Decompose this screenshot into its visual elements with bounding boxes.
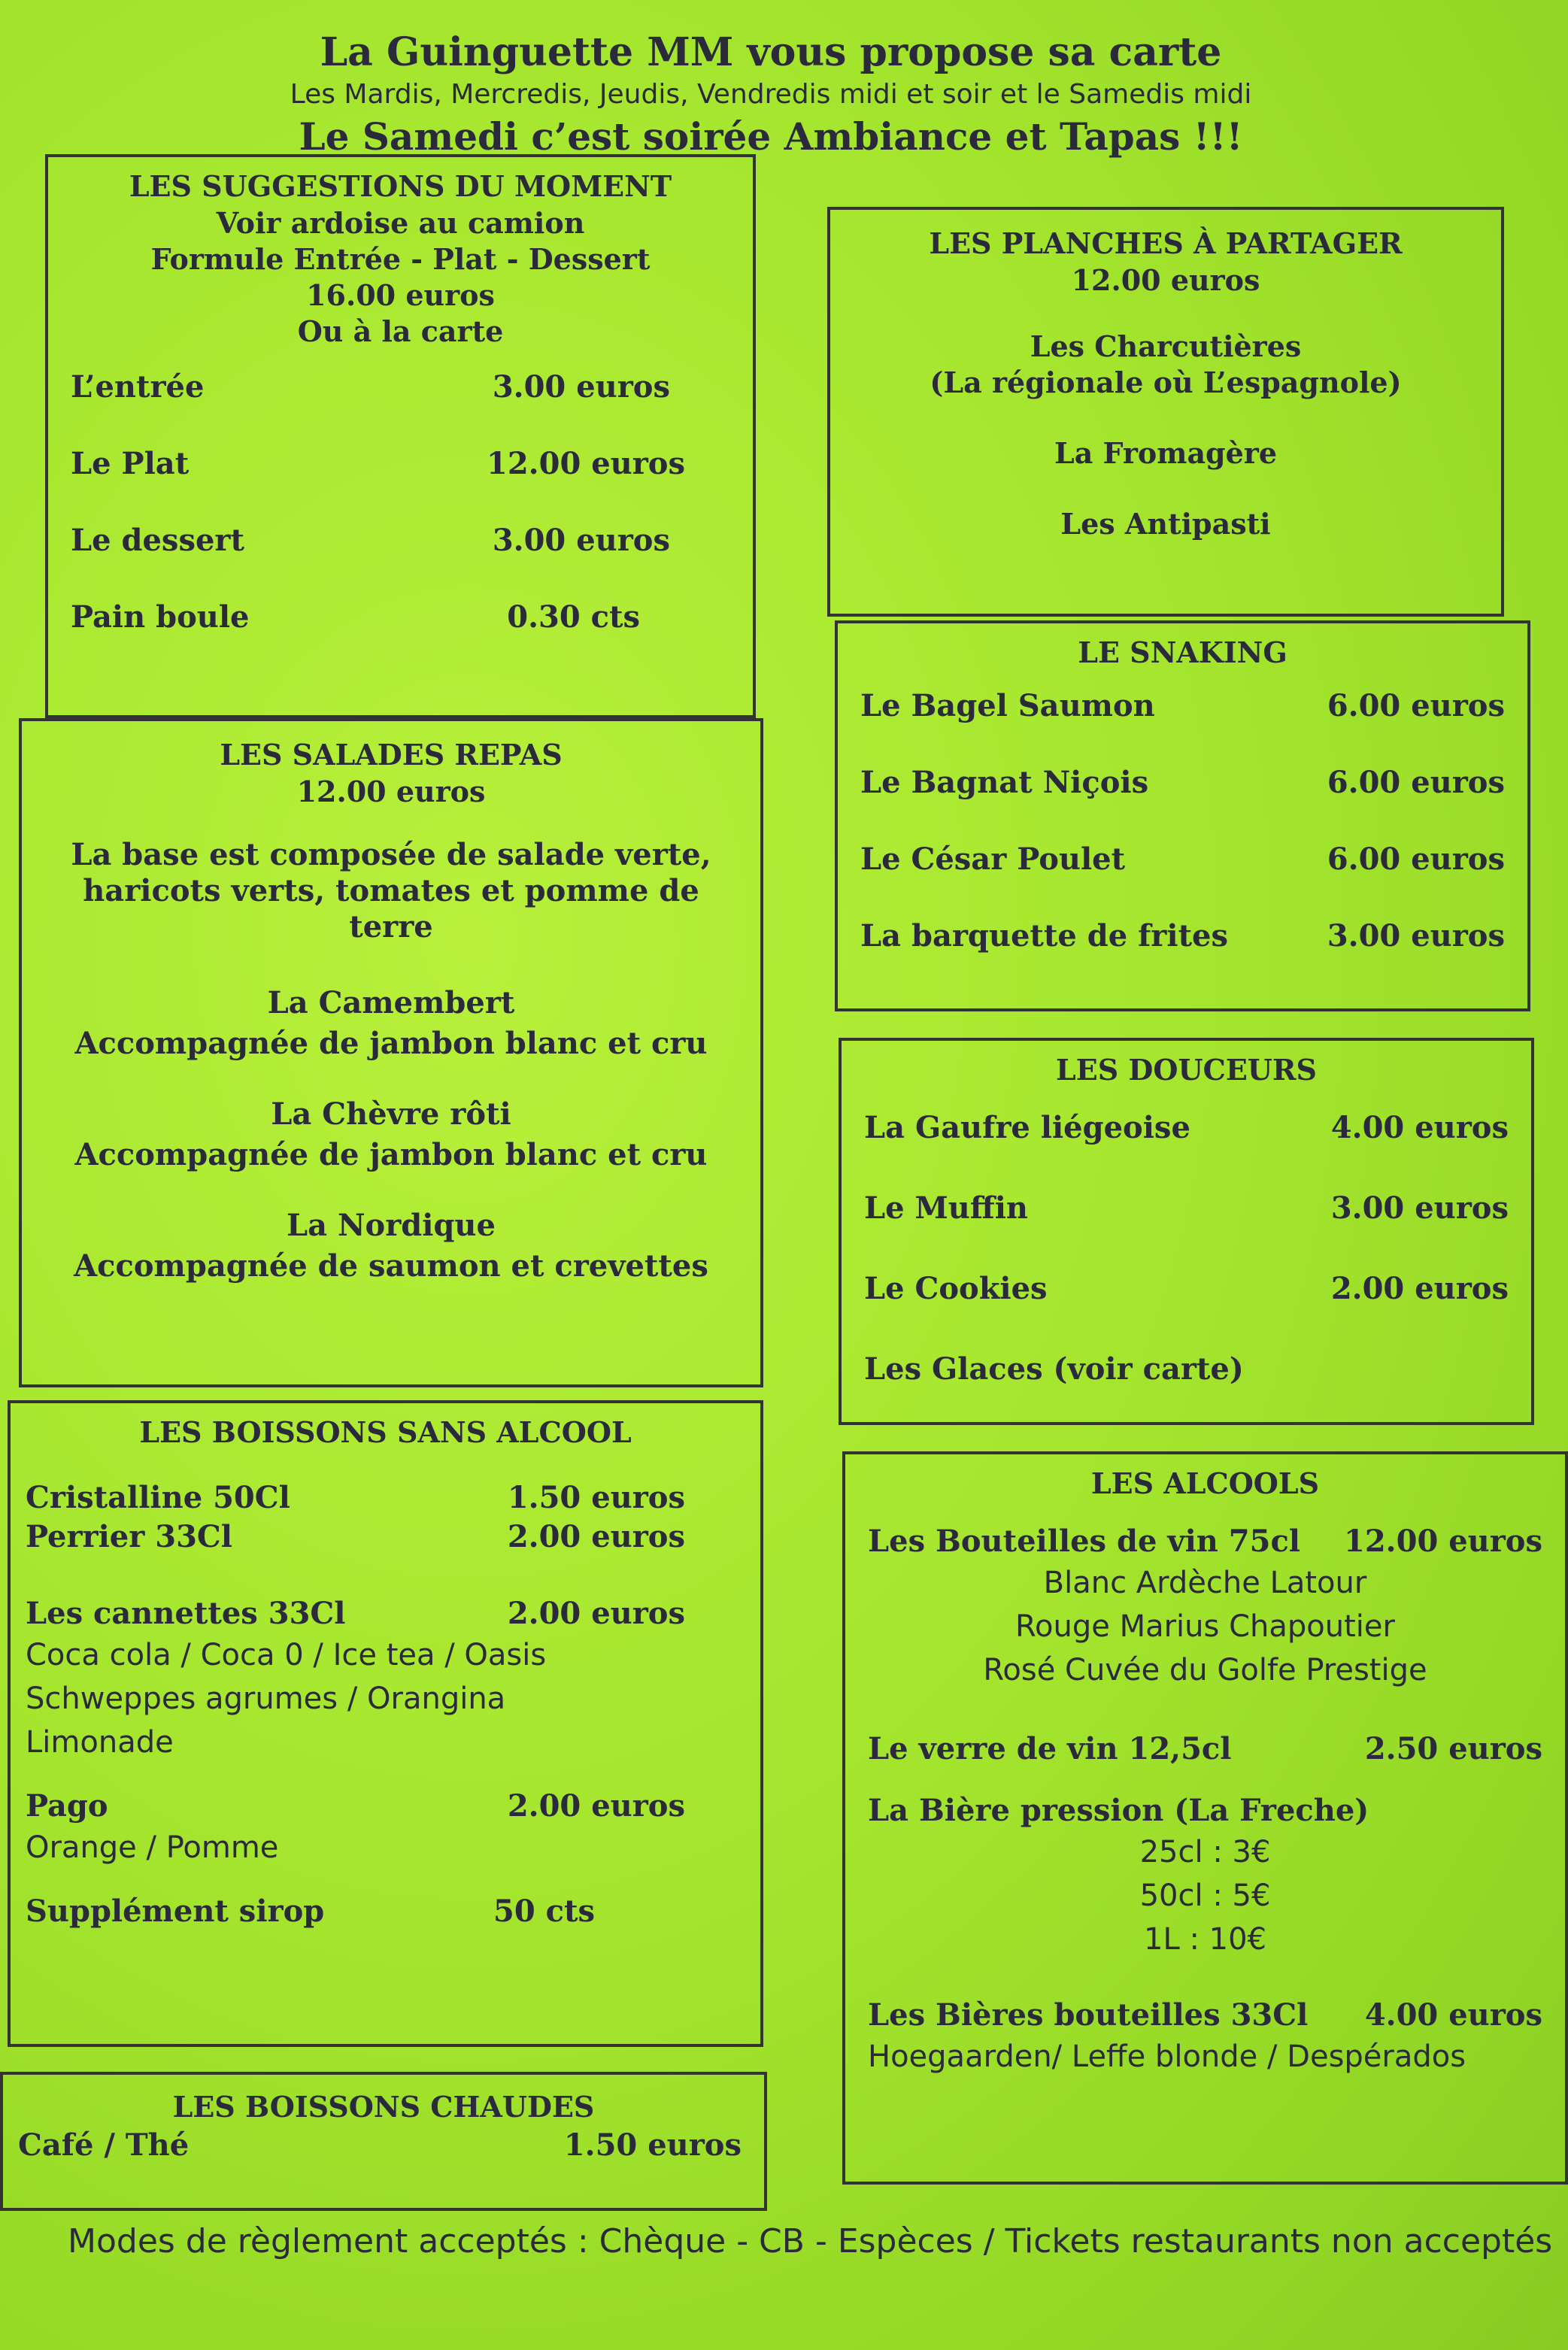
salade-desc: Accompagnée de jambon blanc et cru bbox=[74, 1137, 708, 1172]
payment-footer: Modes de règlement acceptés : Chèque - CB - Espèces / Tickets restaurants non acceptés bbox=[68, 2222, 1553, 2261]
douceurs-box bbox=[839, 1038, 1534, 1425]
salade-item bbox=[44, 1094, 738, 1175]
vin-list: Blanc Ardèche Latour bbox=[1043, 1566, 1367, 1600]
menu-item-row bbox=[860, 917, 1505, 956]
item-price: 4.00 euros bbox=[1330, 1110, 1509, 1145]
menu-item-row bbox=[860, 763, 1505, 802]
item-name: L’entrée bbox=[71, 369, 205, 405]
item-name: Pain boule bbox=[71, 599, 250, 635]
snaking-box bbox=[835, 620, 1530, 1011]
item-name: Les cannettes 33Cl bbox=[26, 1596, 346, 1631]
menu-item-row bbox=[71, 368, 730, 407]
suggestions-line: Formule Entrée - Plat - Dessert bbox=[150, 242, 651, 276]
item-price: 12.00 euros bbox=[1344, 1524, 1542, 1559]
salade-name: La Nordique bbox=[287, 1208, 496, 1243]
menu-item-row bbox=[864, 1350, 1509, 1389]
menu-item-row bbox=[26, 1787, 745, 1826]
item-price: 2.00 euros bbox=[1330, 1271, 1509, 1306]
suggestions-line: Ou à la carte bbox=[297, 314, 504, 348]
salades-base-line: La base est composée de salade verte, bbox=[71, 837, 711, 872]
item-name: Le César Poulet bbox=[860, 841, 1126, 877]
vin-list: Rosé Cuvée du Golfe Prestige bbox=[983, 1653, 1427, 1687]
pression-list: 1L : 10€ bbox=[1144, 1922, 1266, 1957]
menu-item-row bbox=[868, 1522, 1542, 1561]
item-name: Café / Thé bbox=[18, 2127, 190, 2163]
menu-item-row bbox=[864, 1269, 1509, 1308]
item-price: 6.00 euros bbox=[1327, 841, 1505, 877]
salades-base-line: terre bbox=[349, 909, 433, 945]
salade-item bbox=[44, 1205, 738, 1287]
menu-item-row bbox=[26, 1478, 745, 1518]
item-name: Le Bagel Saumon bbox=[860, 688, 1155, 723]
planches-price: 12.00 euros bbox=[1071, 263, 1260, 297]
cannettes-list: Schweppes agrumes / Orangina bbox=[26, 1681, 506, 1716]
pago-list: Orange / Pomme bbox=[26, 1830, 279, 1865]
menu-item-row bbox=[864, 1189, 1509, 1228]
item-name: Le dessert bbox=[71, 523, 244, 558]
item-price: 12.00 euros bbox=[487, 446, 685, 481]
suggestions-box bbox=[45, 154, 756, 718]
menu-item-row bbox=[71, 521, 730, 560]
salades-box bbox=[19, 718, 763, 1387]
item-price: 2.00 euros bbox=[507, 1596, 685, 1631]
item-name: Le Bagnat Niçois bbox=[860, 765, 1149, 800]
item-name: Les Bières bouteilles 33Cl bbox=[868, 1997, 1309, 2033]
item-name: Perrier 33Cl bbox=[26, 1519, 232, 1554]
menu-item-row bbox=[860, 840, 1505, 879]
salade-desc: Accompagnée de jambon blanc et cru bbox=[74, 1026, 708, 1061]
item-price: 0.30 cts bbox=[507, 599, 640, 635]
menu-item-row bbox=[860, 687, 1505, 726]
alcools-box bbox=[842, 1451, 1568, 2185]
item-price: 2.00 euros bbox=[507, 1519, 685, 1554]
pression-list: 50cl : 5€ bbox=[1139, 1878, 1271, 1913]
item-price: 2.00 euros bbox=[507, 1788, 685, 1824]
menu-item-row bbox=[26, 1594, 745, 1633]
cannettes-list: Limonade bbox=[26, 1725, 174, 1760]
item-name: Le Cookies bbox=[864, 1271, 1048, 1306]
chaudes-box bbox=[0, 2072, 767, 2211]
salade-name: La Camembert bbox=[267, 985, 515, 1020]
suggestions-line: 16.00 euros bbox=[306, 278, 495, 312]
planches-item: Les Antipasti bbox=[1060, 507, 1271, 541]
alcools-title: LES ALCOOLS bbox=[1090, 1466, 1320, 1500]
item-name: La Gaufre liégeoise bbox=[864, 1110, 1190, 1145]
menu-header bbox=[226, 29, 1316, 161]
chaudes-title: LES BOISSONS CHAUDES bbox=[172, 2090, 595, 2124]
item-price: 3.00 euros bbox=[1327, 918, 1505, 954]
pression-list: 25cl : 3€ bbox=[1139, 1835, 1271, 1869]
item-price: 2.50 euros bbox=[1364, 1731, 1542, 1766]
item-price: 3.00 euros bbox=[492, 369, 670, 405]
item-name: Le Plat bbox=[71, 446, 190, 481]
salade-desc: Accompagnée de saumon et crevettes bbox=[74, 1248, 708, 1284]
planches-item: Les Charcutières bbox=[1030, 329, 1302, 363]
bouteilles-list: Hoegaarden/ Leffe blonde / Despérados bbox=[868, 2039, 1466, 2074]
salades-title: LES SALADES REPAS bbox=[220, 738, 563, 772]
salades-base-line: haricots verts, tomates et pomme de bbox=[83, 873, 699, 908]
menu-title: La Guinguette MM vous propose sa carte bbox=[320, 29, 1222, 75]
planches-title: LES PLANCHES À PARTAGER bbox=[929, 226, 1403, 260]
item-name: Les Glaces (voir carte) bbox=[864, 1351, 1244, 1387]
item-price: 4.00 euros bbox=[1364, 1997, 1542, 2033]
menu-item-row bbox=[71, 598, 730, 637]
menu-subtitle: Les Mardis, Mercredis, Jeudis, Vendredis midi et soir et le Samedis midi bbox=[290, 79, 1252, 110]
item-price: 3.00 euros bbox=[492, 523, 670, 558]
vin-list: Rouge Marius Chapoutier bbox=[1015, 1609, 1395, 1644]
planches-item: La Fromagère bbox=[1054, 436, 1278, 470]
menu-item-row bbox=[71, 444, 730, 484]
menu-item-row bbox=[26, 1892, 745, 1931]
item-name: La Bière pression (La Freche) bbox=[868, 1793, 1369, 1828]
snaking-title: LE SNAKING bbox=[1078, 635, 1287, 669]
suggestions-line: Voir ardoise au camion bbox=[216, 206, 585, 240]
menu-item-row bbox=[868, 1996, 1542, 2035]
saturday-note: Le Samedi c’est soirée Ambiance et Tapas !!! bbox=[299, 114, 1243, 159]
sans-alcool-box bbox=[8, 1400, 763, 2047]
planches-box bbox=[827, 207, 1504, 617]
item-name: Supplément sirop bbox=[26, 1894, 325, 1929]
menu-item-row bbox=[864, 1108, 1509, 1148]
item-name: Le Muffin bbox=[864, 1190, 1028, 1226]
item-price: 6.00 euros bbox=[1327, 688, 1505, 723]
item-name: Le verre de vin 12,5cl bbox=[868, 1731, 1232, 1766]
item-price: 1.50 euros bbox=[507, 1480, 685, 1515]
salade-name: La Chèvre rôti bbox=[271, 1096, 511, 1132]
item-price: 1.50 euros bbox=[563, 2127, 742, 2163]
menu-item-row bbox=[18, 2126, 749, 2165]
menu-item-row bbox=[868, 1730, 1542, 1769]
menu-item-row bbox=[26, 1518, 745, 1557]
planches-item: (La régionale où L’espagnole) bbox=[930, 365, 1402, 399]
salade-item bbox=[44, 983, 738, 1064]
item-price: 3.00 euros bbox=[1330, 1190, 1509, 1226]
item-price: 50 cts bbox=[493, 1894, 595, 1929]
item-name: Les Bouteilles de vin 75cl bbox=[868, 1524, 1300, 1559]
sans-alcool-title: LES BOISSONS SANS ALCOOL bbox=[139, 1415, 632, 1449]
suggestions-title: LES SUGGESTIONS DU MOMENT bbox=[129, 169, 672, 203]
salades-price: 12.00 euros bbox=[296, 775, 486, 808]
item-name: Pago bbox=[26, 1788, 108, 1824]
item-price: 6.00 euros bbox=[1327, 765, 1505, 800]
menu-item-row bbox=[868, 1791, 1542, 1830]
item-name: Cristalline 50Cl bbox=[26, 1480, 290, 1515]
cannettes-list: Coca cola / Coca 0 / Ice tea / Oasis bbox=[26, 1638, 547, 1672]
douceurs-title: LES DOUCEURS bbox=[1056, 1053, 1317, 1087]
item-name: La barquette de frites bbox=[860, 918, 1229, 954]
